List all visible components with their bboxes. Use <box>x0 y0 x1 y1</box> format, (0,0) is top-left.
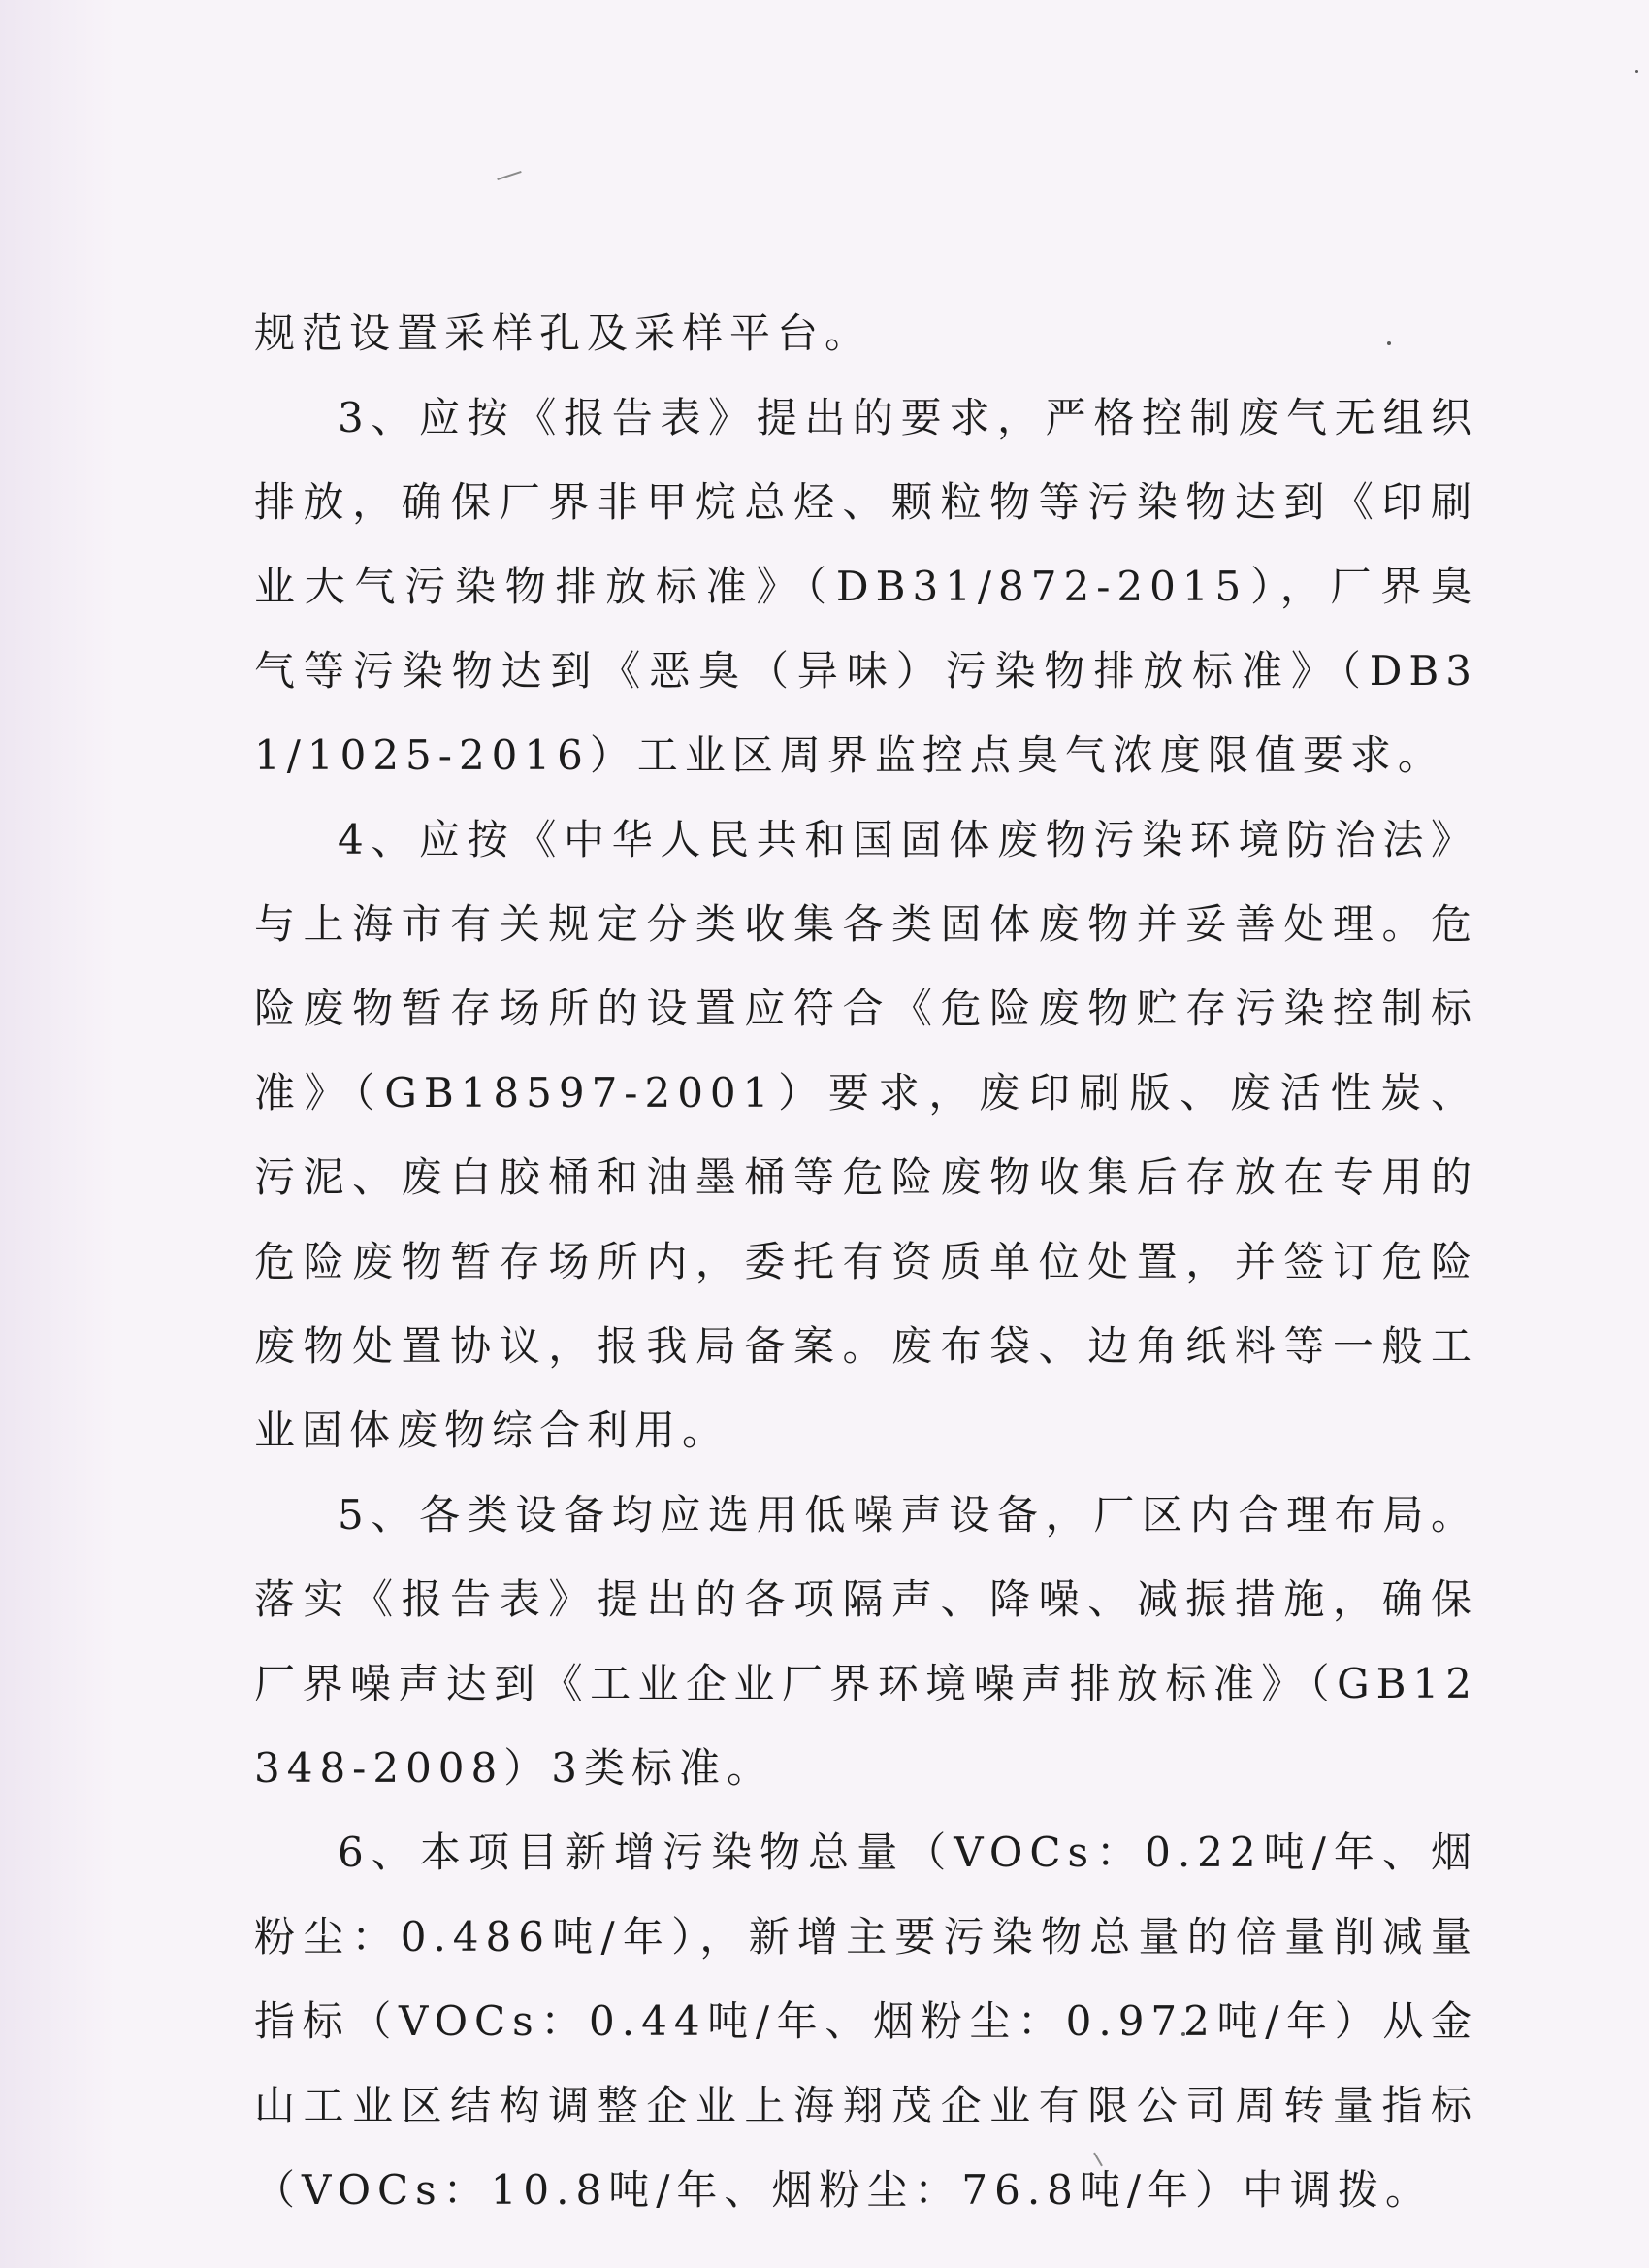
scan-artifact-speck <box>1635 70 1638 73</box>
paragraph-item-4: 4、应按《中华人民共和国固体废物污染环境防治法》与上海市有关规定分类收集各类固体废物并妥善处理。危险废物暂存场所的设置应符合《危险废物贮存污染控制标准》（GB18597-2001）要求，废印刷版、废活性炭、污泥、废白胶桶和油墨桶等危险废物收集后存放在专用的危险废物暂存场所内，委托有资质单位处置，并签订危险废物处置协议，报我局备案。废布袋、边角纸料等一般工业固体废物综合利用。 <box>254 816 1478 1454</box>
paragraph-continuation: 规范设置采样孔及采样平台。 <box>254 309 873 357</box>
paragraph-item-6: 6、本项目新增污染物总量（VOCs：0.22吨/年、烟粉尘：0.486吨/年），新增主要污染物总量的倍量削减量指标（VOCs：0.44吨/年、烟粉尘：0.972吨/年）从金山工业区结构调整企业上海翔茂企业有限公司周转量指标（VOCs：10.8吨/年、烟粉尘：76.8吨/年）中调拨。 <box>254 1829 1478 2214</box>
scan-artifact-mark <box>497 171 521 180</box>
paragraph-item-3: 3、应按《报告表》提出的要求，严格控制废气无组织排放，确保厂界非甲烷总烃、颗粒物等污染物达到《印刷业大气污染物排放标准》（DB31/872-2015），厂界臭气等污染物达到《恶臭（异味）污染物排放标准》（DB31/1025-2016）工业区周界监控点臭气浓度限值要求。 <box>254 394 1478 779</box>
document-body <box>254 291 1478 2232</box>
paragraph-item-5: 5、各类设备均应选用低噪声设备，厂区内合理布局。落实《报告表》提出的各项隔声、降噪、减振措施，确保厂界噪声达到《工业企业厂界环境噪声排放标准》（GB12348-2008）3类标准。 <box>254 1491 1478 1792</box>
